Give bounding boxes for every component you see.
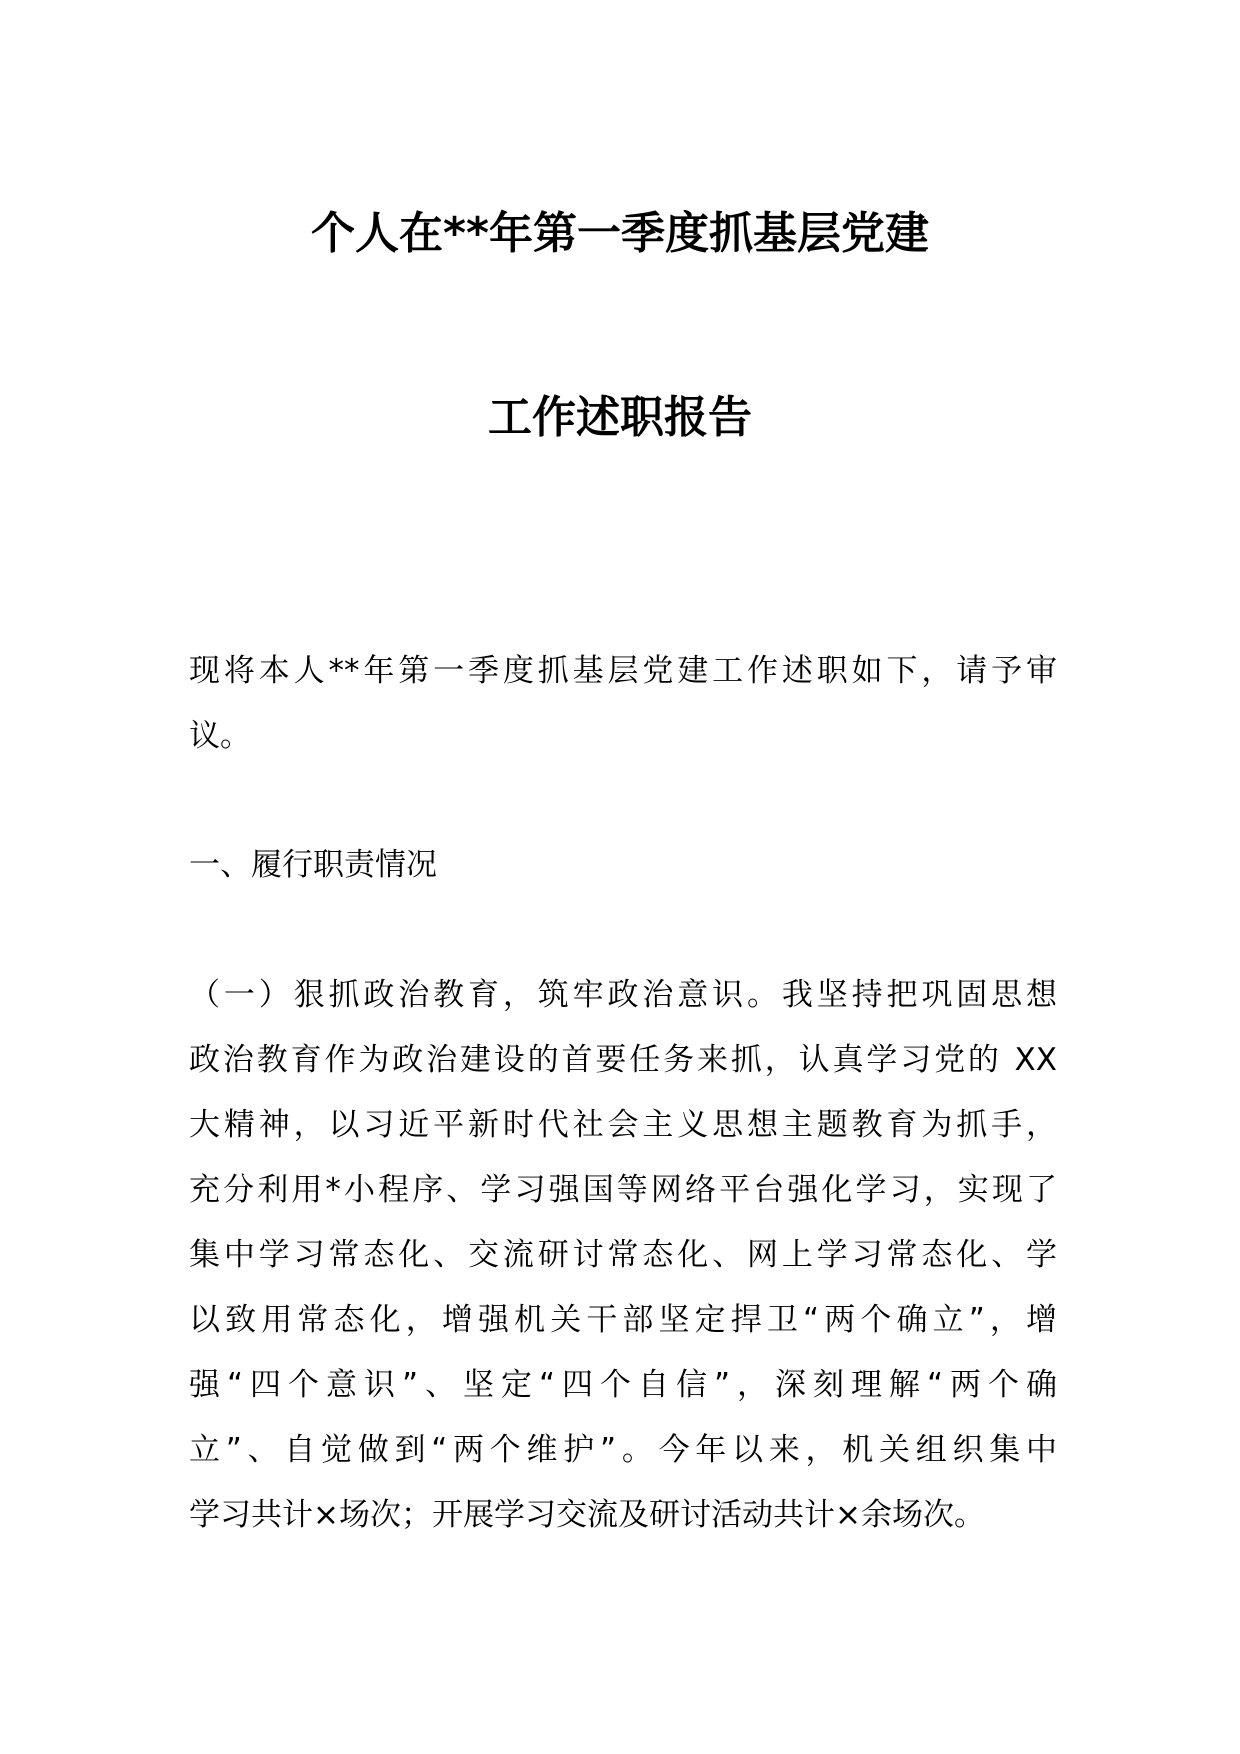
text-line: 强“四个意识”、坚定“四个自信”，深刻理解“两个确 [189,1367,1057,1403]
text-line: 政治教育作为政治建设的首要任务来抓，认真学习党的 XX [189,1042,1057,1078]
title-line-2: 工作述职报告 [488,392,752,443]
text-line: 立”、自觉做到“两个维护”。今年以来，机关组织集中 [189,1432,1057,1468]
text-line: 充分利用*小程序、学习强国等网络平台强化学习，实现了 [189,1172,1057,1208]
text-line: 现将本人**年第一季度抓基层党建工作述职如下，请予审 [189,653,1057,689]
title-line-1: 个人在**年第一季度抓基层党建 [310,208,930,259]
text-line: 学习共计×场次；开展学习交流及研讨活动共计×余场次。 [189,1497,985,1533]
text-line: 以致用常态化，增强机关干部坚定捍卫“两个确立”，增 [189,1302,1057,1338]
text-line: 大精神，以习近平新时代社会主义思想主题教育为抓手， [189,1107,1057,1143]
text-line: 议。 [189,718,251,754]
text-line: 集中学习常态化、交流研讨常态化、网上学习常态化、学 [189,1237,1057,1273]
text-line: （一）狠抓政治教育，筑牢政治意识。我坚持把巩固思想 [189,977,1057,1013]
section-heading: 一、履行职责情况 [189,847,437,883]
